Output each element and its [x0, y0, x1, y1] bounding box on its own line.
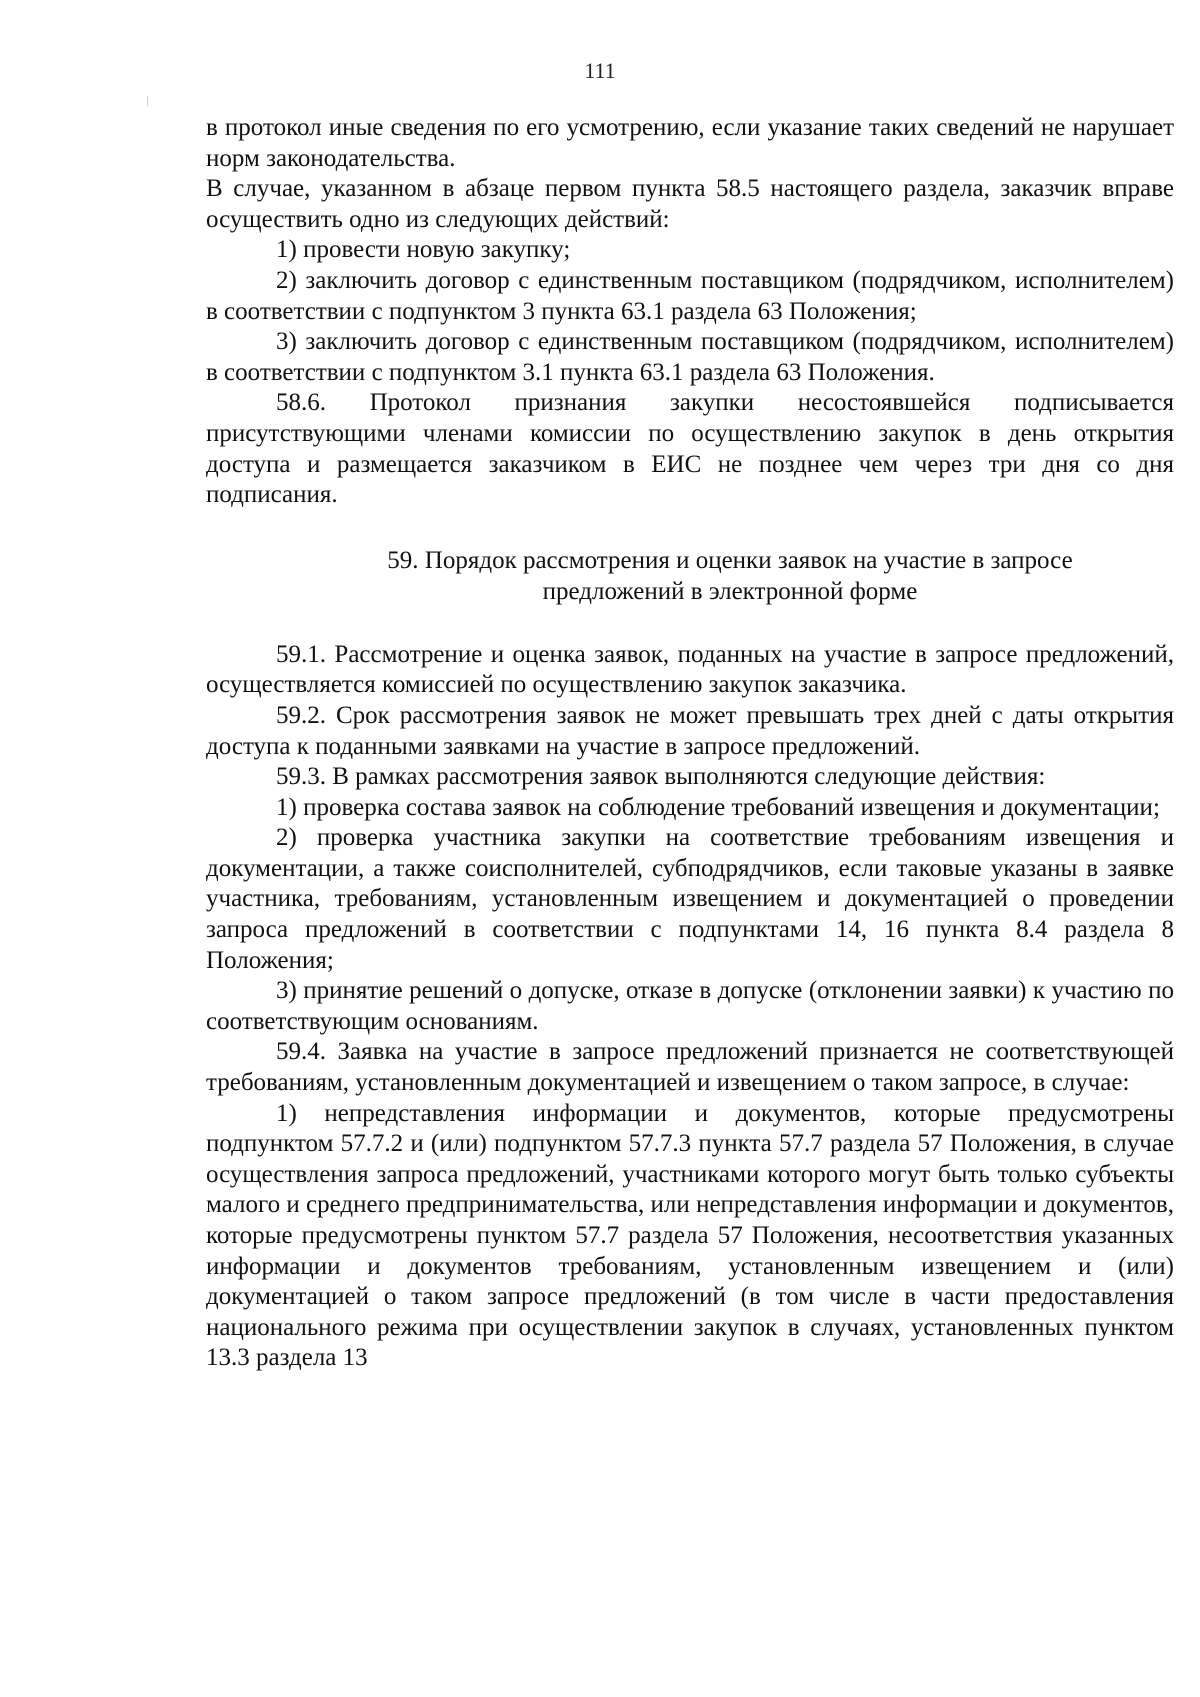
paragraph: В случае, указанном в абзаце первом пункта 58.5 настоящего раздела, заказчик вправе осуществить одно из следующих действий:: [206, 175, 1174, 233]
scan-artifact: [147, 96, 148, 106]
document-body: [206, 113, 1174, 1374]
paragraph: 59.1. Рассмотрение и оценка заявок, поданных на участие в запросе предложений, осуществляется комиссией по осуществлению закупок заказчика.: [206, 640, 1174, 699]
page-number: 111: [584, 58, 616, 83]
paragraph: 59.2. Срок рассмотрения заявок не может превышать трех дней с даты открытия доступа к поданными заявками на участие в запросе предложений.: [206, 701, 1174, 760]
paragraph: 59.3. В рамках рассмотрения заявок выполняются следующие действия:: [276, 763, 1046, 791]
paragraphs-after-heading: [206, 640, 1174, 1374]
paragraph: 3) принятие решений о допуске, отказе в допуске (отклонении заявки) к участию по соответствующим основаниям.: [206, 977, 1174, 1035]
section-heading: [206, 545, 1174, 607]
paragraph: 58.6. Протокол признания закупки несостоявшейся подписывается присутствующими членами комиссии по осуществлению закупок в день открытия доступа и размещается заказчиком в ЕИС не позднее чем через три дня со дня подписания.: [206, 389, 1174, 509]
paragraphs-before-heading: [206, 113, 1174, 511]
paragraph: 1) непредставления информации и документов, которые предусмотрены подпунктом 57.7.2 и (или) подпунктом 57.7.3 пункта 57.7 раздела 57 Положения, в случае осуществления запроса предложений, участниками которого могут быть только субъекты малого и среднего предпринимательства, или непредставления информации и документов, которые предусмотрены пунктом 57.7 раздела 57 Положения, несоответствия указанных информации и документов требованиям, установленным извещением и (или) документацией о таком запросе предложений (в том числе в части предоставления национального режима при осуществлении закупок в случаях, установленных пунктом 13.3 раздела 13: [206, 1099, 1174, 1372]
section-heading-line-2: предложений в электронной форме: [542, 577, 918, 605]
paragraph: 2) проверка участника закупки на соответствие требованиям извещения и документации, а также соисполнителей, субподрядчиков, если таковые указаны в заявке участника, требованиям, установленным извещением и документацией о проведении запроса предложений в соответствии с подпунктами 14, 16 пункта 8.4 раздела 8 Положения;: [206, 824, 1174, 974]
section-heading-line-1: 59. Порядок рассмотрения и оценки заявок на участие в запросе: [387, 546, 1073, 574]
paragraph: 1) проверка состава заявок на соблюдение требований извещения и документации;: [276, 793, 1160, 821]
paragraph: в протокол иные сведения по его усмотрению, если указание таких сведений не нарушает норм законодательства.: [206, 114, 1174, 172]
paragraph: 1) провести новую закупку;: [276, 236, 571, 264]
paragraph: 59.4. Заявка на участие в запросе предложений признается не соответствующей требованиям, установленным документацией и извещением о таком запросе, в случае:: [206, 1038, 1174, 1097]
paragraph: 3) заключить договор с единственным поставщиком (подрядчиком, исполнителем) в соответствии с подпунктом 3.1 пункта 63.1 раздела 63 Положения.: [206, 328, 1174, 386]
paragraph: 2) заключить договор с единственным поставщиком (подрядчиком, исполнителем) в соответствии с подпунктом 3 пункта 63.1 раздела 63 Положения;: [206, 266, 1174, 325]
